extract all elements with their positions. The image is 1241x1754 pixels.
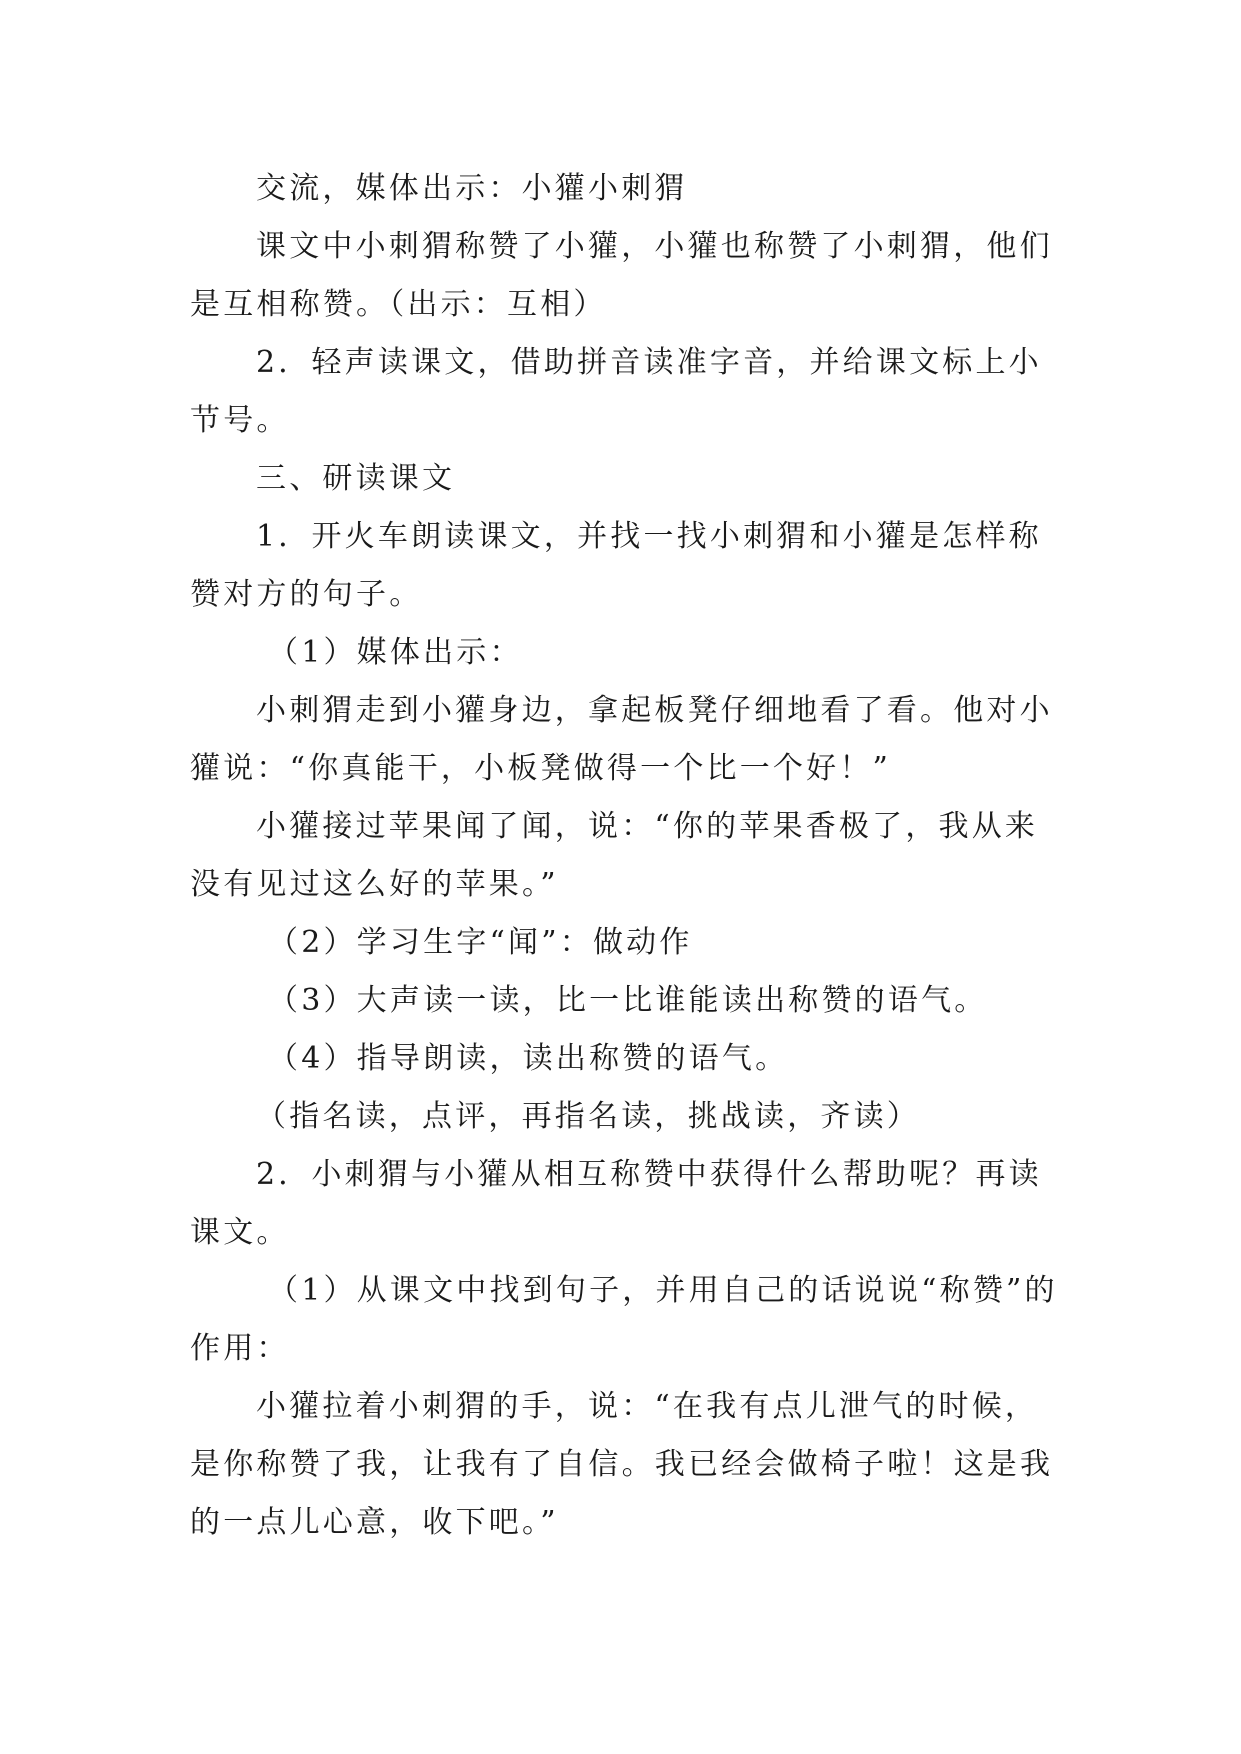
paragraph-quote-badger: 小獾接过苹果闻了闻，说：“你的苹果香极了，我从来没有见过这么好的苹果。” <box>190 809 1039 902</box>
paragraph-read-aloud: （3）大声读一读，比一比谁能读出称赞的语气。 <box>268 983 988 1018</box>
paragraph-exchange: 交流，媒体出示：小獾小刺猬 <box>256 171 688 206</box>
paragraph-find-sentence: （1）从课文中找到句子，并用自己的话说说“称赞”的作用： <box>190 1273 1058 1366</box>
document-page <box>190 160 1060 1552</box>
paragraph-media-show: （1）媒体出示： <box>268 635 523 670</box>
paragraph-learn-character: （2）学习生字“闻”：做动作 <box>268 925 693 960</box>
paragraph-step-1-train-reading: 1．开火车朗读课文，并找一找小刺猬和小獾是怎样称赞对方的句子。 <box>190 519 1042 612</box>
paragraph-quote-badger-thanks: 小獾拉着小刺猬的手，说：“在我有点儿泄气的时候，是你称赞了我，让我有了自信。我已经会做椅子啦！这是我的一点儿心意，收下吧。” <box>190 1389 1054 1540</box>
section-heading-study: 三、研读课文 <box>256 461 456 496</box>
paragraph-step-2-read: 2．轻声读课文，借助拼音读准字音，并给课文标上小节号。 <box>190 345 1042 438</box>
paragraph-mutual-praise: 课文中小刺猬称赞了小獾，小獾也称赞了小刺猬，他们是互相称赞。（出示：互相） <box>190 229 1053 322</box>
paragraph-step-2-help: 2．小刺猬与小獾从相互称赞中获得什么帮助呢？再读课文。 <box>190 1157 1042 1250</box>
paragraph-reading-methods: （指名读，点评，再指名读，挑战读，齐读） <box>256 1099 920 1134</box>
paragraph-quote-hedgehog: 小刺猬走到小獾身边，拿起板凳仔细地看了看。他对小獾说：“你真能干，小板凳做得一个比一个好！” <box>190 693 1053 786</box>
paragraph-guided-reading: （4）指导朗读，读出称赞的语气。 <box>268 1041 789 1076</box>
